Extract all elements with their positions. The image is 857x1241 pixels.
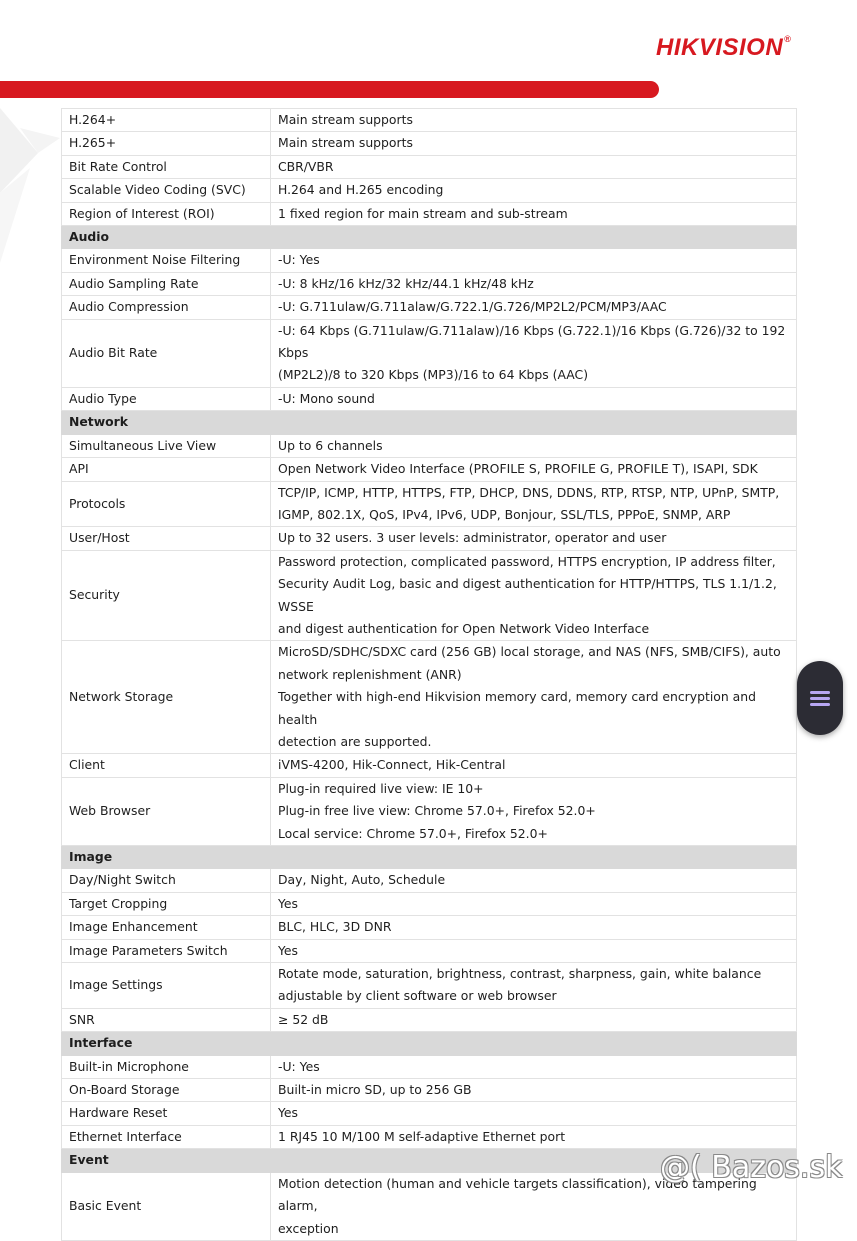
table-row bbox=[62, 109, 797, 132]
table-row bbox=[62, 249, 797, 272]
spec-label: Image Settings bbox=[62, 963, 271, 1009]
spec-label: Bit Rate Control bbox=[62, 155, 271, 178]
spec-value bbox=[271, 319, 797, 387]
spec-value-line: -U: Mono sound bbox=[278, 390, 375, 406]
spec-value-line: Together with high-end Hikvision memory card, memory card encryption and health bbox=[278, 689, 756, 727]
table-row bbox=[62, 754, 797, 777]
spec-label: Environment Noise Filtering bbox=[62, 249, 271, 272]
spec-value-line: Rotate mode, saturation, brightness, contrast, sharpness, gain, white balance bbox=[278, 966, 762, 982]
table-row bbox=[62, 550, 797, 641]
spec-value-line: Day, Night, Auto, Schedule bbox=[278, 872, 446, 888]
spec-value-line: -U: Yes bbox=[278, 252, 320, 268]
spec-label: Protocols bbox=[62, 481, 271, 527]
menu-icon bbox=[810, 691, 830, 706]
spec-value-line: Open Network Video Interface (PROFILE S, PROFILE G, PROFILE T), ISAPI, SDK bbox=[278, 461, 758, 477]
decorative-triangles bbox=[0, 98, 60, 268]
table-row bbox=[62, 296, 797, 319]
spec-label: API bbox=[62, 458, 271, 481]
spec-label: User/Host bbox=[62, 527, 271, 550]
table-row bbox=[62, 458, 797, 481]
spec-label: Image Parameters Switch bbox=[62, 939, 271, 962]
spec-value-line: IGMP, 802.1X, QoS, IPv4, IPv6, UDP, Bonjour, SSL/TLS, PPPoE, SNMP, ARP bbox=[278, 506, 731, 522]
table-row bbox=[62, 869, 797, 892]
bazos-watermark: @( Bazos.sk bbox=[660, 1150, 843, 1185]
section-title: Interface bbox=[62, 1032, 797, 1055]
spec-value bbox=[271, 387, 797, 410]
floating-menu-button[interactable] bbox=[797, 661, 843, 735]
table-row bbox=[62, 132, 797, 155]
logo-text: HIKVISION bbox=[656, 34, 784, 61]
spec-value bbox=[271, 641, 797, 754]
hikvision-logo bbox=[656, 34, 791, 62]
section-title: Event bbox=[62, 1149, 797, 1172]
table-row bbox=[62, 777, 797, 845]
table-row bbox=[62, 963, 797, 1009]
spec-value-line: ≥ 52 dB bbox=[278, 1011, 329, 1027]
spec-label: Network Storage bbox=[62, 641, 271, 754]
spec-value bbox=[271, 249, 797, 272]
table-row bbox=[62, 155, 797, 178]
spec-value bbox=[271, 458, 797, 481]
section-title: Network bbox=[62, 411, 797, 434]
spec-value bbox=[271, 155, 797, 178]
spec-value-line: -U: Yes bbox=[278, 1058, 320, 1074]
table-row bbox=[62, 272, 797, 295]
spec-label: Audio Type bbox=[62, 387, 271, 410]
spec-value-line: Password protection, complicated password, HTTPS encryption, IP address filter, bbox=[278, 553, 776, 569]
spec-value bbox=[271, 527, 797, 550]
table-row bbox=[62, 916, 797, 939]
spec-value-line: Plug-in free live view: Chrome 57.0+, Firefox 52.0+ bbox=[278, 803, 596, 819]
spec-value-line: detection are supported. bbox=[278, 733, 432, 749]
spec-label: Image Enhancement bbox=[62, 916, 271, 939]
spec-label: Basic Event bbox=[62, 1172, 271, 1240]
spec-label: Hardware Reset bbox=[62, 1102, 271, 1125]
spec-value-line: H.264 and H.265 encoding bbox=[278, 182, 444, 198]
spec-value bbox=[271, 202, 797, 225]
spec-value-line: -U: G.711ulaw/G.711alaw/G.722.1/G.726/MP2L2/PCM/MP3/AAC bbox=[278, 299, 667, 315]
section-header-row bbox=[62, 226, 797, 249]
spec-value bbox=[271, 1055, 797, 1078]
spec-value-line: CBR/VBR bbox=[278, 158, 334, 174]
spec-value-line: Yes bbox=[278, 942, 299, 958]
spec-value bbox=[271, 1125, 797, 1148]
spec-label: Simultaneous Live View bbox=[62, 434, 271, 457]
spec-value-line: Yes bbox=[278, 895, 299, 911]
table-row bbox=[62, 641, 797, 754]
spec-value-line: 1 RJ45 10 M/100 M self-adaptive Ethernet port bbox=[278, 1128, 566, 1144]
spec-value bbox=[271, 939, 797, 962]
spec-value-line: Up to 32 users. 3 user levels: administrator, operator and user bbox=[278, 530, 667, 546]
spec-value bbox=[271, 109, 797, 132]
section-header-row bbox=[62, 846, 797, 869]
spec-label: Security bbox=[62, 550, 271, 641]
spec-value bbox=[271, 869, 797, 892]
spec-value-line: Main stream supports bbox=[278, 135, 413, 151]
spec-label: Audio Sampling Rate bbox=[62, 272, 271, 295]
table-row bbox=[62, 202, 797, 225]
header-red-bar bbox=[0, 81, 659, 98]
table-row bbox=[62, 1079, 797, 1102]
spec-value-line: and digest authentication for Open Network Video Interface bbox=[278, 620, 650, 636]
spec-value bbox=[271, 272, 797, 295]
table-row bbox=[62, 939, 797, 962]
spec-value bbox=[271, 777, 797, 845]
spec-label: H.264+ bbox=[62, 109, 271, 132]
spec-value bbox=[271, 296, 797, 319]
spec-value-line: Up to 6 channels bbox=[278, 437, 383, 453]
logo-registered-mark: ® bbox=[784, 34, 792, 44]
spec-label: SNR bbox=[62, 1008, 271, 1031]
spec-label: Region of Interest (ROI) bbox=[62, 202, 271, 225]
spec-value-line: Motion detection (human and vehicle targets classification), video tampering alarm, bbox=[278, 1175, 757, 1214]
spec-table bbox=[61, 108, 797, 1241]
table-row bbox=[62, 1102, 797, 1125]
spec-label: Audio Compression bbox=[62, 296, 271, 319]
spec-value-line: iVMS-4200, Hik-Connect, Hik-Central bbox=[278, 757, 506, 773]
section-title: Audio bbox=[62, 226, 797, 249]
section-title: Image bbox=[62, 846, 797, 869]
spec-label: H.265+ bbox=[62, 132, 271, 155]
table-row bbox=[62, 319, 797, 387]
spec-label: Client bbox=[62, 754, 271, 777]
spec-value-line: Security Audit Log, basic and digest authentication for HTTP/HTTPS, TLS 1.1/1.2, WSSE bbox=[278, 576, 777, 614]
spec-value-line: exception bbox=[278, 1220, 339, 1236]
spec-value-line: adjustable by client software or web browser bbox=[278, 988, 557, 1004]
table-row bbox=[62, 434, 797, 457]
spec-value bbox=[271, 1102, 797, 1125]
section-header-row bbox=[62, 411, 797, 434]
table-row bbox=[62, 1125, 797, 1148]
spec-value-line: network replenishment (ANR) bbox=[278, 666, 462, 682]
spec-value-line: Built-in micro SD, up to 256 GB bbox=[278, 1082, 472, 1098]
table-row bbox=[62, 892, 797, 915]
spec-value-line: Plug-in required live view: IE 10+ bbox=[278, 780, 484, 796]
spec-value-line: Local service: Chrome 57.0+, Firefox 52.0+ bbox=[278, 825, 548, 841]
spec-label: Day/Night Switch bbox=[62, 869, 271, 892]
spec-label: Target Cropping bbox=[62, 892, 271, 915]
section-header-row bbox=[62, 1032, 797, 1055]
spec-label: Built-in Microphone bbox=[62, 1055, 271, 1078]
spec-value bbox=[271, 132, 797, 155]
table-row bbox=[62, 179, 797, 202]
spec-value bbox=[271, 434, 797, 457]
spec-value bbox=[271, 550, 797, 641]
spec-value bbox=[271, 892, 797, 915]
spec-label: On-Board Storage bbox=[62, 1079, 271, 1102]
spec-value bbox=[271, 1079, 797, 1102]
spec-value-line: -U: 8 kHz/16 kHz/32 kHz/44.1 kHz/48 kHz bbox=[278, 275, 534, 291]
spec-label: Web Browser bbox=[62, 777, 271, 845]
spec-value bbox=[271, 481, 797, 527]
spec-value-line: 1 fixed region for main stream and sub-stream bbox=[278, 205, 568, 221]
spec-value bbox=[271, 1008, 797, 1031]
spec-value-line: MicroSD/SDHC/SDXC card (256 GB) local storage, and NAS (NFS, SMB/CIFS), auto bbox=[278, 644, 781, 660]
spec-value bbox=[271, 179, 797, 202]
spec-value-line: BLC, HLC, 3D DNR bbox=[278, 919, 392, 935]
spec-label: Ethernet Interface bbox=[62, 1125, 271, 1148]
spec-value-line: -U: 64 Kbps (G.711ulaw/G.711alaw)/16 Kbps (G.722.1)/16 Kbps (G.726)/32 to 192 Kbps bbox=[278, 322, 786, 361]
spec-value-line: TCP/IP, ICMP, HTTP, HTTPS, FTP, DHCP, DNS, DDNS, RTP, RTSP, NTP, UPnP, SMTP, bbox=[278, 484, 780, 500]
spec-label: Scalable Video Coding (SVC) bbox=[62, 179, 271, 202]
table-row bbox=[62, 527, 797, 550]
spec-value bbox=[271, 754, 797, 777]
spec-value-line: (MP2L2)/8 to 320 Kbps (MP3)/16 to 64 Kbps (AAC) bbox=[278, 367, 589, 383]
spec-value-line: Yes bbox=[278, 1105, 299, 1121]
spec-value-line: Main stream supports bbox=[278, 112, 413, 127]
spec-value bbox=[271, 963, 797, 1009]
table-row bbox=[62, 1008, 797, 1031]
table-row bbox=[62, 387, 797, 410]
table-row bbox=[62, 1055, 797, 1078]
spec-label: Audio Bit Rate bbox=[62, 319, 271, 387]
table-row bbox=[62, 481, 797, 527]
spec-value bbox=[271, 916, 797, 939]
